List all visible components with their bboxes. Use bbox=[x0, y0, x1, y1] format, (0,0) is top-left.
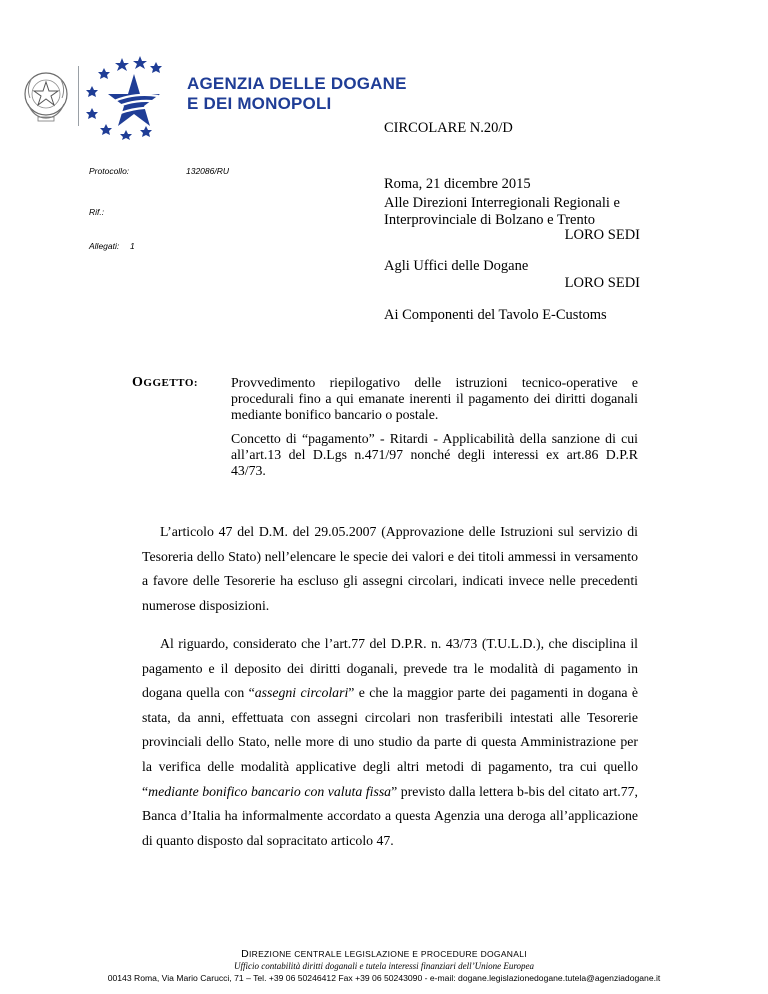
oggetto-label bbox=[132, 374, 198, 391]
addressee-1-line1: Alle Direzioni Interregionali Regionali e bbox=[384, 195, 620, 211]
addressee-1-sedi: LORO SEDI bbox=[564, 227, 640, 243]
protocollo-value: 132086/RU bbox=[186, 166, 230, 176]
addressee-1-line2: Interprovinciale di Bolzano e Trento bbox=[384, 212, 596, 228]
footer-dept-rest: IREZIONE CENTRALE LEGISLAZIONE E PROCEDURE DOGANALI bbox=[248, 949, 527, 959]
circular-title: CIRCOLARE N.20/D bbox=[384, 120, 513, 136]
footer-address: 00143 Roma, Via Mario Carucci, 71 – Tel. +39 06 50246412 Fax +39 06 50243090 - e-mail: dogane.legislazionedogane.tutela@agenziadogane.it bbox=[107, 973, 661, 983]
footer-dept-initial: D bbox=[241, 948, 249, 960]
oggetto-label-initial: O bbox=[132, 375, 144, 390]
body-p2-assegni: assegni circolari bbox=[254, 685, 349, 701]
oggetto-paragraph-2: Concetto di “pagamento” - Ritardi - Applicabilità della sanzione di cui all’art.13 del D.Lgs n.471/97 nonché degli interessi ex art.86 D.P.R 43/73. bbox=[231, 431, 638, 478]
italian-republic-emblem bbox=[20, 68, 72, 124]
agency-name bbox=[187, 74, 407, 114]
protocollo-label: Protocollo: bbox=[89, 166, 130, 176]
rif-label: Rif.: bbox=[89, 207, 105, 217]
addressee-3-line1: Ai Componenti del Tavolo E-Customs bbox=[384, 307, 607, 323]
body-paragraph-1-text: L’articolo 47 del D.M. del 29.05.2007 (Approvazione delle Istruzioni sul servizio di Tesoreria dello Stato) nell’elencare le specie dei valori e dei titoli ammessi in versamento a favore delle Tesorerie ha escluso gli assegni circolari, indicati invece nelle precedenti numerose disposizioni. bbox=[142, 524, 638, 613]
body-p2-part-e: ” previsto dalla lettera b-bis del citato art.77, Banca d’Italia ha informalmente accordato a questa Agenzia una deroga all’applicazione di quanto disposto dal sopracitato articolo 47. bbox=[142, 783, 638, 848]
body-p2-bonifico: mediante bonifico bancario con valuta fissa bbox=[148, 783, 392, 799]
oggetto-label-rest: GGETTO: bbox=[143, 377, 199, 389]
oggetto-paragraph-1: Provvedimento riepilogativo delle istruzioni tecnico-operative e procedurali fino a qui emanate inerenti il pagamento dei diritti doganali mediante bonifico bancario o postale. bbox=[231, 375, 638, 422]
agency-star-logo bbox=[82, 52, 182, 140]
addressee-2-line1: Agli Uffici delle Dogane bbox=[384, 258, 529, 274]
addressee-2-sedi: LORO SEDI bbox=[564, 275, 640, 291]
agency-name-line2: E DEI MONOPOLI bbox=[187, 94, 332, 113]
allegati-label: Allegati: bbox=[89, 241, 120, 251]
allegati-value: 1 bbox=[130, 241, 135, 251]
footer-office: Ufficio contabilità diritti doganali e tutela interessi finanziari dell’Unione Europea bbox=[233, 961, 535, 971]
date-line: Roma, 21 dicembre 2015 bbox=[384, 176, 531, 192]
body-paragraph-2-text bbox=[142, 632, 638, 853]
agency-name-line1: AGENZIA DELLE DOGANE bbox=[187, 74, 407, 93]
body-p2-part-c: ” e che la maggior parte dei pagamenti in dogana è stata, da anni, effettuata con assegni circolari non trasferibili intestati alle Tesorerie provinciali dello Stato, nelle more di uno studio da parte di questa Amministrazione per la verifica delle modalità applicative degli altri metodi di pagamento, tra cui quello “ bbox=[142, 685, 638, 799]
header-divider bbox=[78, 66, 79, 126]
body-paragraph-1 bbox=[142, 520, 638, 618]
body-paragraph-2 bbox=[142, 632, 638, 853]
body-p2-part-a: Al riguardo, considerato che l’art.77 del D.P.R. n. 43/73 (T.U.L.D.), che disciplina il pagamento e il deposito dei diritti doganali, prevede tra le modalità di pagamento in dogana quella con “ bbox=[142, 636, 638, 701]
footer-department bbox=[0, 948, 768, 960]
